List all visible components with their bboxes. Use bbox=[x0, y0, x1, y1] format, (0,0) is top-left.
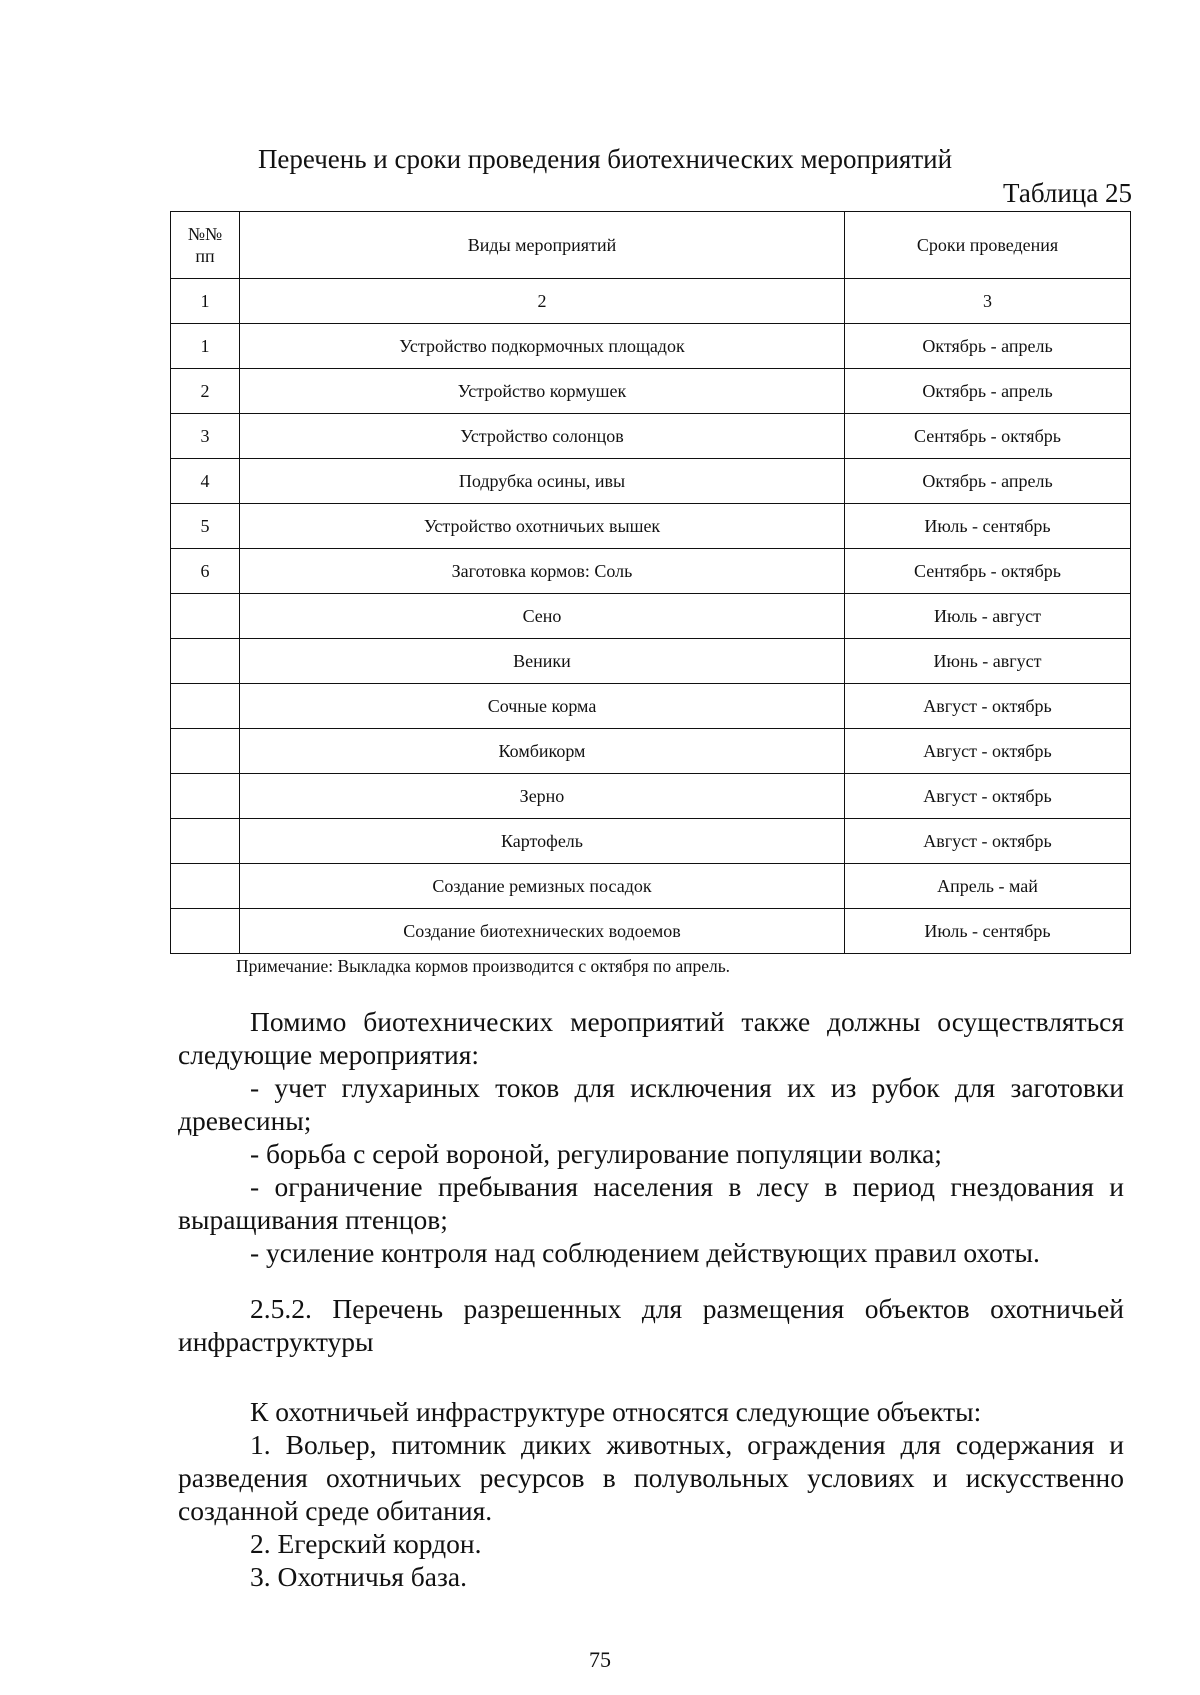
table-row bbox=[171, 369, 1131, 414]
row-number bbox=[171, 819, 240, 864]
column-number: 2 bbox=[240, 279, 845, 324]
row-number: 4 bbox=[171, 459, 240, 504]
table-title: Перечень и сроки проведения биотехнических мероприятий bbox=[257, 144, 953, 174]
column-number: 3 bbox=[845, 279, 1131, 324]
column-number-row bbox=[171, 279, 1131, 324]
table-row bbox=[171, 549, 1131, 594]
row-number: 6 bbox=[171, 549, 240, 594]
table-row bbox=[171, 639, 1131, 684]
row-activity: Устройство солонцов bbox=[240, 414, 845, 459]
row-activity: Подрубка осины, ивы bbox=[240, 459, 845, 504]
table-row bbox=[171, 459, 1131, 504]
measure-item: - учет глухариных токов для исключения их из рубок для заготовки древесины; bbox=[178, 1072, 1124, 1136]
measure-item: - борьба с серой вороной, регулирование популяции волка; bbox=[250, 1138, 942, 1169]
row-period: Август - октябрь bbox=[845, 774, 1131, 819]
infrastructure-item: 2. Егерский кордон. bbox=[250, 1528, 482, 1559]
infrastructure-item: 3. Охотничья база. bbox=[250, 1561, 467, 1592]
table-row bbox=[171, 684, 1131, 729]
column-number: 1 bbox=[171, 279, 240, 324]
row-period: Июль - сентябрь bbox=[845, 909, 1131, 954]
row-period: Июль - август bbox=[845, 594, 1131, 639]
row-period: Апрель - май bbox=[845, 864, 1131, 909]
infrastructure-intro: К охотничьей инфраструктуре относятся следующие объекты: bbox=[250, 1396, 982, 1427]
row-number bbox=[171, 729, 240, 774]
header-activity: Виды мероприятий bbox=[240, 212, 845, 279]
table-number: Таблица 25 bbox=[1003, 178, 1132, 208]
table-row bbox=[171, 414, 1131, 459]
page-number: 75 bbox=[589, 1647, 611, 1672]
table-row bbox=[171, 324, 1131, 369]
row-activity: Устройство охотничьих вышек bbox=[240, 504, 845, 549]
row-activity: Комбикорм bbox=[240, 729, 845, 774]
row-period: Сентябрь - октябрь bbox=[845, 549, 1131, 594]
row-period: Октябрь - апрель bbox=[845, 369, 1131, 414]
table-note: Примечание: Выкладка кормов производится с октября по апрель. bbox=[236, 956, 731, 976]
section-heading: 2.5.2. Перечень разрешенных для размещения объектов охотничьей инфраструктуры bbox=[178, 1293, 1124, 1357]
header-number: №№ пп bbox=[171, 212, 240, 279]
row-period: Июнь - август bbox=[845, 639, 1131, 684]
header-period: Сроки проведения bbox=[845, 212, 1131, 279]
row-period: Август - октябрь bbox=[845, 729, 1131, 774]
row-activity: Картофель bbox=[240, 819, 845, 864]
row-activity: Устройство подкормочных площадок bbox=[240, 324, 845, 369]
row-period: Август - октябрь bbox=[845, 819, 1131, 864]
infrastructure-item: 1. Вольер, питомник диких животных, ограждения для содержания и разведения охотничьих ресурсов в полувольных условиях и искусственно созданной среде обитания. bbox=[178, 1429, 1124, 1526]
measure-item: - ограничение пребывания населения в лесу в период гнездования и выращивания птенцов; bbox=[178, 1171, 1124, 1235]
row-number: 3 bbox=[171, 414, 240, 459]
table-row bbox=[171, 504, 1131, 549]
measure-item: - усиление контроля над соблюдением действующих правил охоты. bbox=[250, 1237, 1040, 1268]
table-row bbox=[171, 864, 1131, 909]
row-activity: Сено bbox=[240, 594, 845, 639]
row-activity: Зерно bbox=[240, 774, 845, 819]
row-activity: Сочные корма bbox=[240, 684, 845, 729]
row-activity: Веники bbox=[240, 639, 845, 684]
table-row bbox=[171, 774, 1131, 819]
measures-intro: Помимо биотехнических мероприятий также должны осуществляться следующие мероприятия: bbox=[178, 1006, 1124, 1070]
infrastructure-section bbox=[178, 1395, 1124, 1593]
row-number bbox=[171, 639, 240, 684]
measures-section bbox=[178, 1005, 1124, 1269]
row-activity: Заготовка кормов: Соль bbox=[240, 549, 845, 594]
row-number bbox=[171, 774, 240, 819]
row-period: Октябрь - апрель bbox=[845, 459, 1131, 504]
table-row bbox=[171, 819, 1131, 864]
row-number bbox=[171, 594, 240, 639]
row-number: 5 bbox=[171, 504, 240, 549]
row-number bbox=[171, 684, 240, 729]
row-period: Октябрь - апрель bbox=[845, 324, 1131, 369]
row-activity: Создание ремизных посадок bbox=[240, 864, 845, 909]
activities-table bbox=[170, 211, 1131, 954]
row-number bbox=[171, 864, 240, 909]
row-period: Июль - сентябрь bbox=[845, 504, 1131, 549]
row-period: Август - октябрь bbox=[845, 684, 1131, 729]
row-number: 1 bbox=[171, 324, 240, 369]
table-row bbox=[171, 594, 1131, 639]
row-period: Сентябрь - октябрь bbox=[845, 414, 1131, 459]
row-number bbox=[171, 909, 240, 954]
row-activity: Создание биотехнических водоемов bbox=[240, 909, 845, 954]
table-row bbox=[171, 909, 1131, 954]
table-header-row bbox=[171, 212, 1131, 279]
row-activity: Устройство кормушек bbox=[240, 369, 845, 414]
table-row bbox=[171, 729, 1131, 774]
row-number: 2 bbox=[171, 369, 240, 414]
